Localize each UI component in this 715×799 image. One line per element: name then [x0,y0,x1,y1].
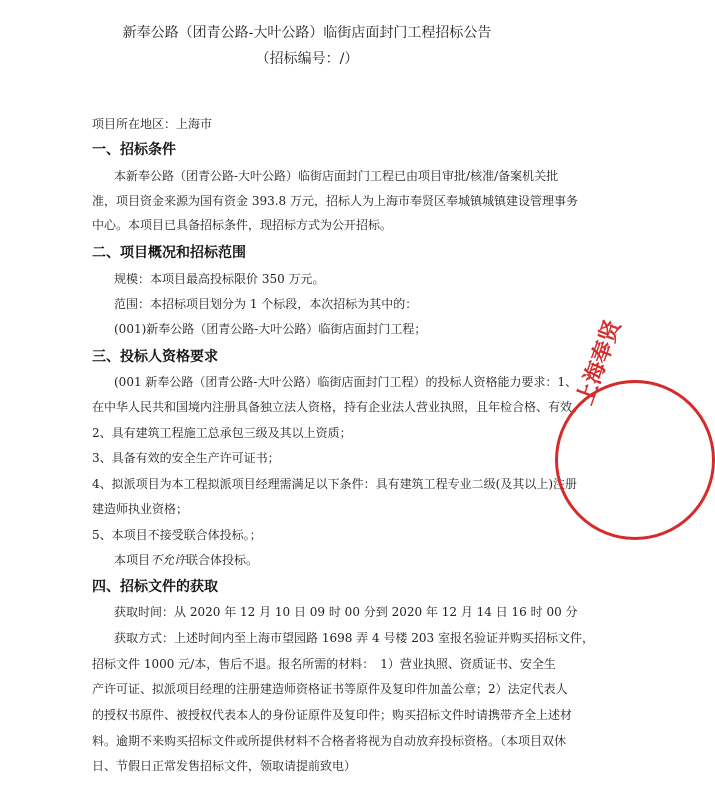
seal-text: 上海奉贤 [572,317,627,409]
paragraph-line: 产许可证、拟派项目经理的注册建造师资格证书等原件及复印件加盖公章；2）法定代表人 [92,682,568,696]
text-span: 本项目 [114,553,151,567]
paragraph-line: 准，项目资金来源为国有资金 393.8 万元，招标人为上海市奉贤区奉城镇城镇建设管理事务 [92,194,578,208]
paragraph-line: 5、本项目不接受联合体投标。； [92,528,262,542]
paragraph-line: 料。逾期不来购买招标文件或所提供材料不合格者将视为自动放弃投标资格。（本项目双休 [92,734,567,748]
section-heading-conditions: 一、招标条件 [92,142,176,158]
paragraph-line: 本新奉公路（团青公路-大叶公路）临街店面封门工程已由项目审批/核准/备案机关批 [114,169,559,183]
official-seal-stamp [555,380,715,540]
paragraph-line: 获取时间：从 2020 年 12 月 10 日 09 时 00 分到 2020 年 12 月 14 日 16 时 00 分 [114,605,578,619]
section-heading-documents: 四、招标文件的获取 [92,579,218,595]
paragraph-line: 范围：本招标项目划分为 1 个标段，本次招标为其中的： [114,297,418,311]
paragraph-line: 规模：本项目最高投标限价 350 万元。 [114,272,325,286]
paragraph-line: 在中华人民共和国境内注册具备独立法人资格，持有企业法人营业执照，且年检合格、有效。 [92,400,585,414]
text-span: 联合体投标。 [186,553,259,567]
paragraph-line: (001)新奉公路（团青公路-大叶公路）临街店面封门工程； [114,322,427,336]
paragraph-line: 3、具备有效的安全生产许可证书； [92,451,280,465]
paragraph-line: 日、节假日正常发售招标文件，领取请提前致电） [92,759,357,773]
project-location: 项目所在地区：上海市 [92,117,213,131]
paragraph-line: 的授权书原件、被授权代表本人的身份证原件及复印件；购买招标文件时请携带齐全上述材 [92,708,573,722]
paragraph-line: (001 新奉公路（团青公路-大叶公路）临街店面封门工程）的投标人资格能力要求：1、 [114,375,578,389]
paragraph-line: 获取方式：上述时间内至上海市望园路 1698 弄 4 号楼 203 室报名验证并购买招标文件， [114,631,594,645]
paragraph-line: 招标文件 1000 元/本，售后不退。报名所需的材料： 1）营业执照、资质证书、安全生 [92,657,556,671]
emphasized-text: 不允许 [150,553,187,567]
section-heading-qualifications: 三、投标人资格要求 [92,349,218,365]
paragraph-line: 建造师执业资格； [92,502,189,516]
paragraph-line: 中心。本项目已具备招标条件，现招标方式为公开招标。 [92,218,393,232]
paragraph-line: 2、具有建筑工程施工总承包三级及其以上资质； [92,426,352,440]
paragraph-line: 4、拟派项目为本工程拟派项目经理需满足以下条件：具有建筑工程专业二级(及其以上)注册 [92,477,578,491]
tender-number: （招标编号：/） [255,51,359,67]
paragraph-line [114,552,258,568]
document-title: 新奉公路（团青公路-大叶公路）临街店面封门工程招标公告 [122,25,492,41]
section-heading-scope: 二、项目概况和招标范围 [92,245,246,261]
